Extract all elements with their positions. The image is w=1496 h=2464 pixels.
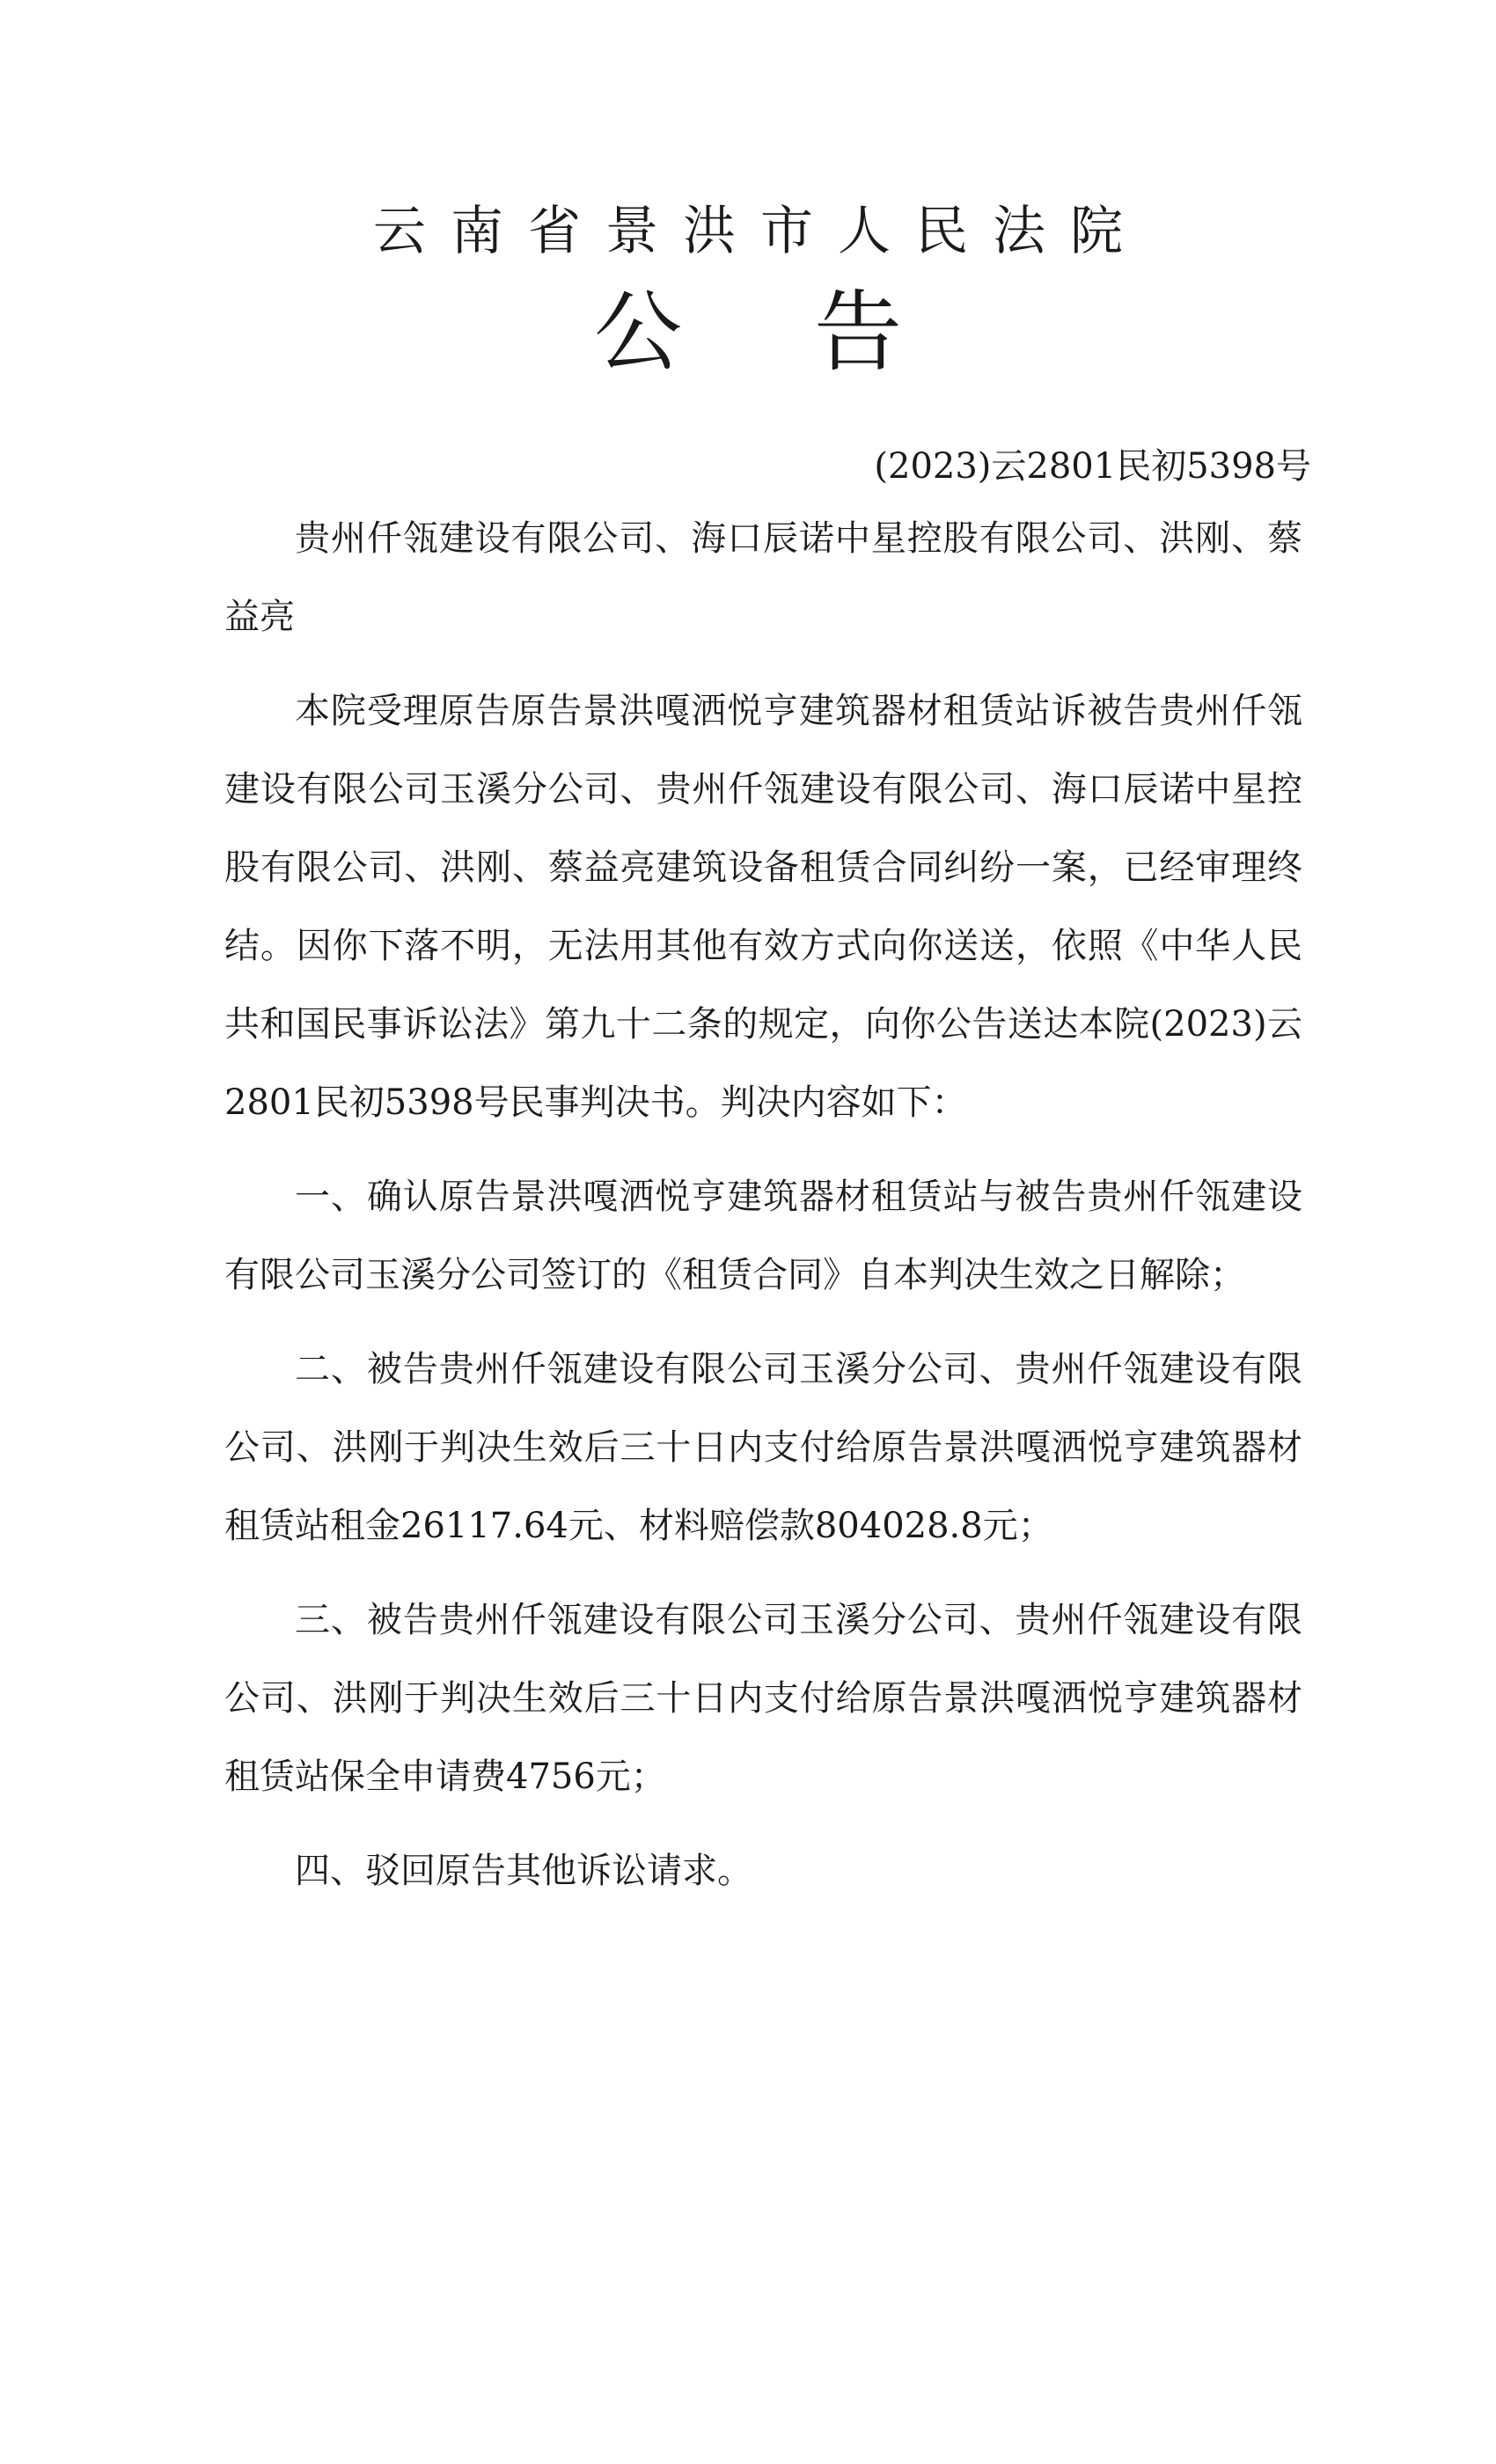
title-char-2: 告 [814,281,902,384]
title-char-1: 公 [594,281,682,384]
document-title [0,280,1496,385]
notice-intro: 本院受理原告原告景洪嘎洒悦亨建筑器材租赁站诉被告贵州仟瓴建设有限公司玉溪分公司、贵州仟瓴建设有限公司、海口辰诺中星控股有限公司、洪刚、蔡益亮建筑设备租赁合同纠纷一案，已经审理终结。因你下落不明，无法用其他有效方式向你送送，依照《中华人民共和国民事诉讼法》第九十二条的规定，向你公告送达本院(2023)云2801民初5398号民事判决书。判决内容如下： [224,691,1302,1123]
judgment-item-3: 三、被告贵州仟瓴建设有限公司玉溪分公司、贵州仟瓴建设有限公司、洪刚于判决生效后三十日内支付给原告景洪嘎洒悦亨建筑器材租赁站保全申请费4756元； [224,1600,1302,1797]
judgment-item-4: 四、驳回原告其他诉讼请求。 [295,1851,752,1891]
case-number: (2023)云2801民初5398号 [874,446,1311,487]
judgment-item-1: 一、确认原告景洪嘎洒悦亨建筑器材租赁站与被告贵州仟瓴建设有限公司玉溪分公司签订的《租赁合同》自本判决生效之日解除； [224,1177,1302,1295]
court-name: 云南省景洪市人民法院 [373,201,1148,262]
notice-body [224,500,1302,1926]
judgment-item-2: 二、被告贵州仟瓴建设有限公司玉溪分公司、贵州仟瓴建设有限公司、洪刚于判决生效后三十日内支付给原告景洪嘎洒悦亨建筑器材租赁站租金26117.64元、材料赔偿款804028.8元； [224,1349,1302,1546]
addressee: 贵州仟瓴建设有限公司、海口辰诺中星控股有限公司、洪刚、蔡益亮 [224,518,1302,637]
